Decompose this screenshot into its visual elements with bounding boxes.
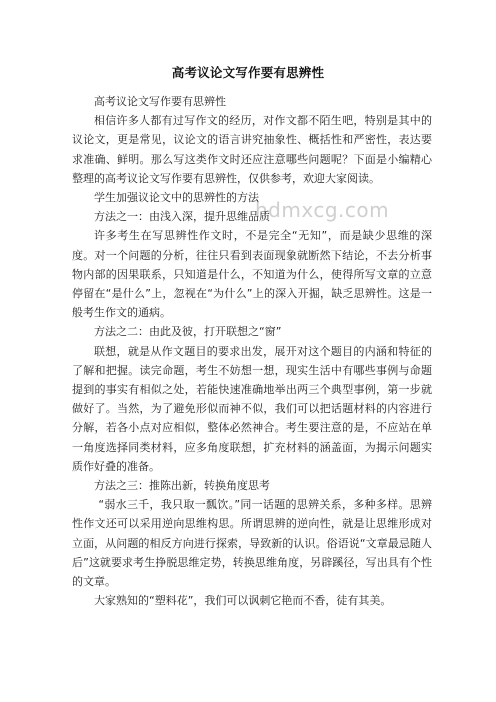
subtitle-paragraph: 高考议论文写作要有思辨性 — [94, 95, 226, 108]
section-heading: 学生加强议论文中的思辨性的方法 — [94, 191, 259, 205]
document-title: 高考议论文写作要有思辨性 — [171, 65, 325, 80]
intro-paragraph: 相信许多人都有过写作文的经历，对作文都不陌生吧，特别是其中的议论文，更是常见，议论文的语言讲究抽象性、概括性和严密性，表达要求准确、鲜明。那么写这类作文时还应注意哪些问题呢？下面是小编精心整理的高考议论文写作要有思辨性，仅供参考，欢迎大家阅读。 — [72, 114, 432, 185]
watermark-text: hdmxcg.com — [255, 198, 390, 222]
method-heading-1: 方法之一：由浅入深，提升思维品质 — [94, 210, 270, 224]
method-paragraph-1: 许多考生在写思辨性作文时，不是完全“无知”，而是缺少思维的深度。对一个问题的分析，往往只看到表面现象就断然下结论，不去分析事物内部的因果联系，只知道是什么，不知道为什么，使得所写文章的立意停留在“是什么”上，忽视在“为什么”上的深入开掘，缺乏思辨性。这是一般考生作文的通病。 — [72, 229, 432, 320]
method-paragraph-3: “弱水三千，我只取一瓢饮。”同一话题的思辨关系，多种多样。思辨性作文还可以采用逆向思维构思。所谓思辨的逆向性，就是让思维形成对立面，从问题的相反方向进行探索，导致新的认识。俗语说“文章最忌随人后”这就要求考生挣脱思维定势，转换思维角度，另辟蹊径，写出具有个性的文章。 — [72, 498, 432, 589]
method-paragraph-2: 联想，就是从作文题目的要求出发，展开对这个题目的内涵和特征的了解和把握。读完命题，考生不妨想一想，现实生活中有哪些事例与命题提到的事实有相似之处，若能快速准确地举出两三个典型事例，第一步就做好了。当然，为了避免形似而神不似，我们可以把话题材料的内容进行分解，若各小点对应相似，整体必然神合。考生要注意的是，不应站在单一角度选择同类材料，应多角度联想，扩充材料的涵盖面，为揭示问题实质作好叠的准备。 — [72, 344, 432, 473]
closing-paragraph: 大家熟知的“塑料花”，我们可以讽刺它艳而不香，徒有其美。 — [94, 594, 392, 608]
method-heading-2: 方法之二：由此及彼，打开联想之“窗” — [94, 325, 282, 339]
document-body — [72, 92, 432, 610]
method-heading-3: 方法之三：推陈出新，转换角度思考 — [94, 479, 270, 493]
